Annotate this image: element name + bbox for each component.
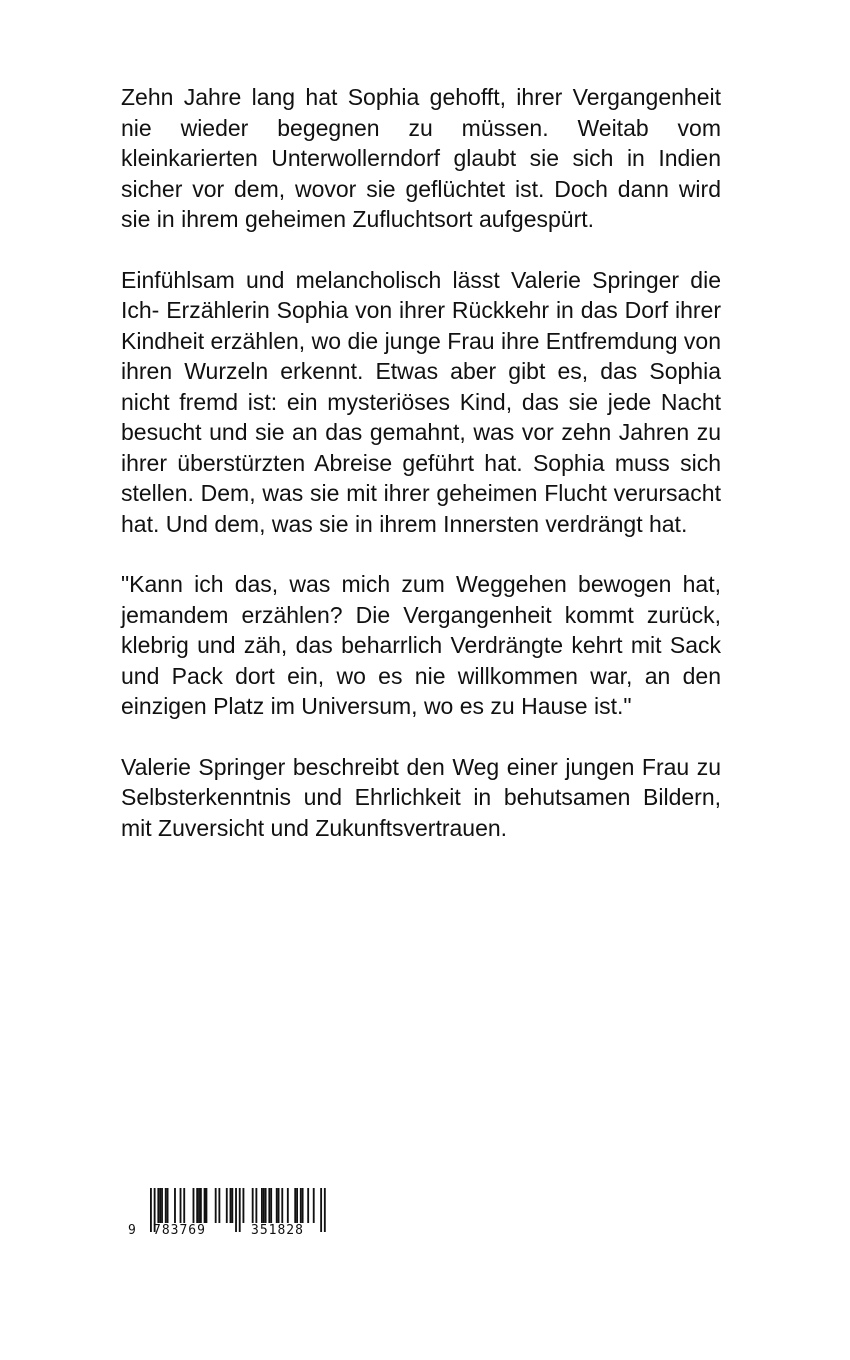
- barcode-bar: [313, 1188, 315, 1223]
- blurb-paragraph-1: Zehn Jahre lang hat Sophia gehofft, ihrer Vergangenheit nie wieder begegnen zu müssen. Weitab vom kleinkarierten Unterwollerndorf glaubt sie sich in Indien sicher vor dem, wovor sie geflüchtet ist. Doch dann wird sie in ihrem geheimen Zufluchtsort aufgespürt.: [121, 84, 721, 232]
- barcode-guard-bar: [320, 1188, 322, 1232]
- barcode-bar: [268, 1188, 270, 1223]
- barcode-guard-bar: [235, 1188, 237, 1232]
- barcode-bar: [261, 1188, 263, 1223]
- barcode-bar: [294, 1188, 296, 1223]
- barcode-left-group: 783769: [153, 1223, 206, 1238]
- barcode-bar: [180, 1188, 182, 1223]
- barcode-bar: [255, 1188, 257, 1223]
- barcode-bar: [157, 1188, 159, 1223]
- barcode-bar: [161, 1188, 163, 1223]
- barcode-bar: [270, 1188, 272, 1223]
- barcode-bar: [278, 1188, 280, 1223]
- blurb-text: [121, 82, 721, 873]
- blurb-paragraph-4: Valerie Springer beschreibt den Weg einer jungen Frau zu Selbsterkenntnis und Ehrlichkeit in behutsamen Bildern, mit Zuversicht und Zukunftsvertrauen.: [121, 753, 721, 841]
- barcode-bar: [265, 1188, 267, 1223]
- barcode-bar: [276, 1188, 278, 1223]
- barcode-bar: [252, 1188, 254, 1223]
- barcode-bar: [218, 1188, 220, 1223]
- barcode-bar: [231, 1188, 233, 1223]
- barcode-bar: [307, 1188, 309, 1223]
- barcode-bar: [159, 1188, 161, 1223]
- barcode-bar: [183, 1188, 185, 1223]
- barcode-guard-bar: [239, 1188, 241, 1232]
- blurb-paragraph-2: Einfühlsam und melancholisch lässt Valerie Springer die Ich- Erzählerin Sophia von ihrer Rückkehr in das Dorf ihrer Kindheit erzählen, wo die junge Frau ihre Entfremdung von ihren Wurzeln erkennt. Etwas aber gibt es, das Sophia nicht fremd ist: ein mysteriöses Kind, das sie jede Nacht besucht und sie an das gemahnt, was vor zehn Jahren zu ihrer überstürzten Abreise geführt hat. Sophia muss sich stellen. Dem, was sie mit ihrer geheimen Flucht verursacht hat. Und dem, was sie in ihrem Innersten verdrängt hat.: [121, 266, 721, 537]
- barcode-bar: [302, 1188, 304, 1223]
- isbn-barcode: [124, 1188, 334, 1244]
- barcode-bar: [281, 1188, 283, 1223]
- barcode-bar: [215, 1188, 217, 1223]
- barcode-lead-digit: 9: [128, 1223, 136, 1238]
- barcode-bar: [226, 1188, 228, 1223]
- barcode-bar: [230, 1188, 232, 1223]
- barcode-bar: [167, 1188, 169, 1223]
- barcode-bar: [300, 1188, 302, 1223]
- barcode-bar: [296, 1188, 298, 1223]
- barcode-bar: [174, 1188, 176, 1223]
- barcode-bar: [287, 1188, 289, 1223]
- barcode-bar: [243, 1188, 245, 1223]
- barcode-bar: [263, 1188, 265, 1223]
- barcode-bar: [206, 1188, 208, 1223]
- barcode-bar: [165, 1188, 167, 1223]
- blurb-paragraph-3: "Kann ich das, was mich zum Weggehen bewogen hat, jemandem erzählen? Die Vergangenheit kommt zurück, klebrig und zäh, das beharrlich Verdrängte kehrt mit Sack und Pack dort ein, wo es nie willkommen war, an den einzigen Platz im Universum, wo es zu Hause ist.": [121, 571, 721, 719]
- barcode-bar: [204, 1188, 206, 1223]
- barcode-bar: [200, 1188, 202, 1223]
- barcode-guard-bar: [324, 1188, 326, 1232]
- barcode-right-group: 351828: [251, 1223, 304, 1238]
- barcode-bar: [198, 1188, 200, 1223]
- barcode-guard-bar: [150, 1188, 152, 1232]
- barcode-bar: [193, 1188, 195, 1223]
- barcode-bar: [196, 1188, 198, 1223]
